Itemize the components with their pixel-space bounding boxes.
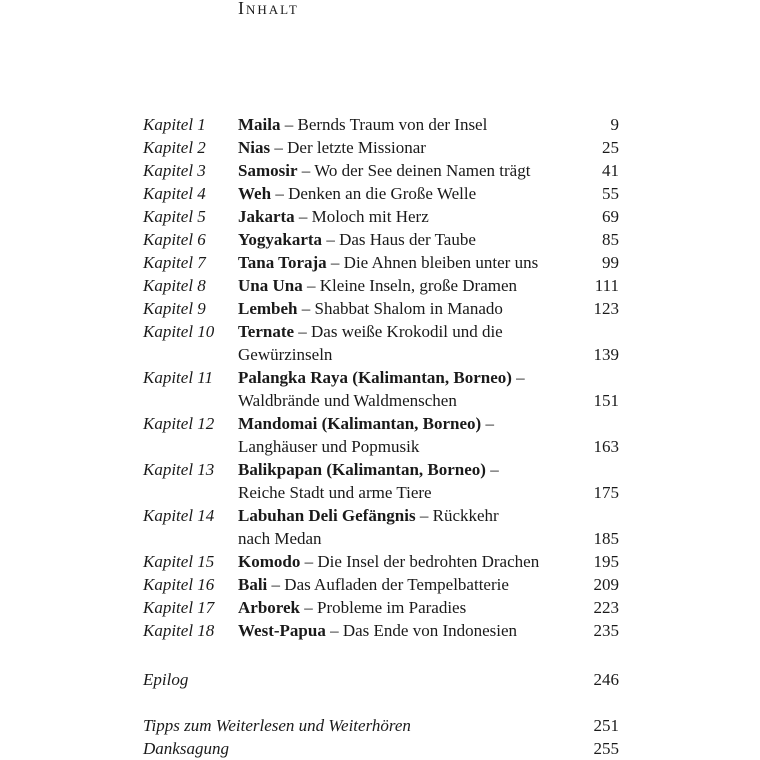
chapter-place: Palangka Raya (Kalimantan, Borneo)	[238, 368, 512, 387]
chapter-place: Jakarta	[238, 207, 295, 226]
chapter-title	[238, 251, 538, 274]
chapter-place: Ternate	[238, 322, 295, 341]
chapter-label: Kapitel 5	[143, 207, 206, 226]
chapter-subtitle-continued: Reiche Stadt und arme Tiere	[238, 483, 432, 502]
chapter-label: Kapitel 10	[143, 322, 215, 341]
entry-label: Epilog	[143, 670, 189, 689]
chapter-label: Kapitel 17	[143, 598, 215, 617]
page-number: 255	[593, 739, 619, 758]
chapter-subtitle: –	[485, 460, 499, 479]
chapter-title	[238, 320, 503, 343]
chapter-title	[238, 136, 426, 159]
chapter-subtitle-continued: Langhäuser und Popmusik	[238, 437, 420, 456]
toc-entry-chapter	[0, 596, 760, 619]
toc-entry-continuation	[0, 389, 760, 412]
toc-entry-chapter	[0, 274, 760, 297]
chapter-place: Labuhan Deli Gefängnis	[238, 506, 416, 525]
page-number: 195	[593, 552, 619, 571]
chapter-subtitle-continued: Gewürzinseln	[238, 345, 333, 364]
page-number: 123	[593, 299, 619, 318]
chapter-label: Kapitel 6	[143, 230, 206, 249]
toc-entry-chapter	[0, 573, 760, 596]
chapter-subtitle-continued: nach Medan	[238, 529, 322, 548]
page-number: 223	[593, 598, 619, 617]
entry-label: Tipps zum Weiterlesen und Weiterhören	[143, 716, 411, 735]
chapter-label: Kapitel 2	[143, 138, 206, 157]
chapter-label: Kapitel 14	[143, 506, 215, 525]
chapter-title	[238, 550, 539, 573]
page-number: 175	[593, 483, 619, 502]
page-number: 9	[610, 115, 619, 134]
page-title: Inhalt	[238, 0, 299, 18]
chapter-subtitle: – Kleine Inseln, große Dramen	[302, 276, 518, 295]
chapter-subtitle: – Rückkehr	[415, 506, 499, 525]
chapter-title	[238, 573, 509, 596]
toc-entry-chapter	[0, 504, 760, 527]
page-number: 99	[602, 253, 619, 272]
toc-entry-chapter	[0, 412, 760, 435]
entry-label: Danksagung	[143, 739, 229, 758]
chapter-subtitle: – Wo der See deinen Namen trägt	[297, 161, 531, 180]
chapter-place: Weh	[238, 184, 272, 203]
chapter-place: West-Papua	[238, 621, 326, 640]
chapter-label: Kapitel 1	[143, 115, 206, 134]
page-number: 139	[593, 345, 619, 364]
chapter-place: Bali	[238, 575, 268, 594]
toc-entry-continuation	[0, 343, 760, 366]
chapter-subtitle: – Die Insel der bedrohten Drachen	[300, 552, 540, 571]
chapter-subtitle: – Das weiße Krokodil und die	[294, 322, 503, 341]
chapter-subtitle: – Das Haus der Taube	[322, 230, 476, 249]
chapter-place: Samosir	[238, 161, 298, 180]
chapter-subtitle-continued: Waldbrände und Waldmenschen	[238, 391, 457, 410]
page-number: 251	[593, 716, 619, 735]
page-number: 111	[594, 276, 619, 295]
page-number: 85	[602, 230, 619, 249]
chapter-place: Yogyakarta	[238, 230, 323, 249]
page-number: 55	[602, 184, 619, 203]
chapter-label: Kapitel 15	[143, 552, 215, 571]
chapter-label: Kapitel 9	[143, 299, 206, 318]
toc-entry-chapter	[0, 136, 760, 159]
chapter-subtitle: – Die Ahnen bleiben unter uns	[326, 253, 539, 272]
page-number: 41	[602, 161, 619, 180]
chapter-title	[238, 182, 476, 205]
chapter-subtitle: – Bernds Traum von der Insel	[280, 115, 488, 134]
chapter-subtitle: – Das Aufladen der Tempelbatterie	[267, 575, 509, 594]
chapter-title	[238, 205, 429, 228]
chapter-title	[238, 366, 525, 389]
toc-entry-continuation	[0, 527, 760, 550]
toc-entry-chapter	[0, 550, 760, 573]
chapter-place: Lembeh	[238, 299, 298, 318]
chapter-place: Komodo	[238, 552, 301, 571]
chapter-place: Arborek	[238, 598, 301, 617]
chapter-label: Kapitel 11	[143, 368, 214, 387]
chapter-subtitle: – Shabbat Shalom in Manado	[297, 299, 503, 318]
chapter-title	[238, 596, 466, 619]
chapter-place: Maila	[238, 115, 281, 134]
page-number: 25	[602, 138, 619, 157]
chapter-label: Kapitel 16	[143, 575, 215, 594]
toc-entry-chapter	[0, 159, 760, 182]
chapter-place: Una Una	[238, 276, 303, 295]
toc-entry-continuation	[0, 435, 760, 458]
toc-entry-chapter	[0, 113, 760, 136]
page-number: 163	[593, 437, 619, 456]
chapter-label: Kapitel 12	[143, 414, 215, 433]
chapter-place: Tana Toraja	[238, 253, 327, 272]
chapter-title	[238, 504, 499, 527]
page-number: 69	[602, 207, 619, 226]
chapter-title	[238, 412, 494, 435]
chapter-title	[238, 458, 499, 481]
chapter-subtitle: – Der letzte Missionar	[270, 138, 426, 157]
toc-entry-chapter	[0, 366, 760, 389]
chapter-label: Kapitel 13	[143, 460, 215, 479]
chapter-subtitle: – Denken an die Große Welle	[271, 184, 477, 203]
toc-entry-epilog	[0, 668, 760, 691]
page-number: 209	[593, 575, 619, 594]
chapter-subtitle: – Probleme im Paradies	[300, 598, 467, 617]
toc-entry-chapter	[0, 205, 760, 228]
chapter-subtitle: – Moloch mit Herz	[294, 207, 429, 226]
page-number: 235	[593, 621, 619, 640]
chapter-place: Mandomai (Kalimantan, Borneo)	[238, 414, 482, 433]
toc-entry-chapter	[0, 297, 760, 320]
chapter-subtitle: – Das Ende von Indonesien	[325, 621, 518, 640]
chapter-title	[238, 297, 503, 320]
toc-entry-chapter	[0, 182, 760, 205]
toc-entry-continuation	[0, 481, 760, 504]
chapter-place: Nias	[238, 138, 271, 157]
page-number: 246	[593, 670, 619, 689]
chapter-label: Kapitel 7	[143, 253, 206, 272]
toc-entry-chapter	[0, 458, 760, 481]
chapter-title	[238, 619, 517, 642]
toc-entry-chapter	[0, 320, 760, 343]
chapter-label: Kapitel 8	[143, 276, 206, 295]
chapter-title	[238, 274, 517, 297]
chapter-label: Kapitel 3	[143, 161, 206, 180]
page-number: 185	[593, 529, 619, 548]
chapter-label: Kapitel 18	[143, 621, 215, 640]
chapter-subtitle: –	[511, 368, 525, 387]
chapter-title	[238, 159, 530, 182]
chapter-title	[238, 228, 476, 251]
toc-entry-chapter	[0, 251, 760, 274]
page-number: 151	[593, 391, 619, 410]
toc-entry-danksagung	[0, 737, 760, 760]
chapter-subtitle: –	[481, 414, 494, 433]
chapter-place: Balikpapan (Kalimantan, Borneo)	[238, 460, 486, 479]
chapter-label: Kapitel 4	[143, 184, 206, 203]
chapter-title	[238, 113, 487, 136]
toc-entry-chapter	[0, 228, 760, 251]
toc-entry-chapter	[0, 619, 760, 642]
toc-entry-tipps	[0, 714, 760, 737]
